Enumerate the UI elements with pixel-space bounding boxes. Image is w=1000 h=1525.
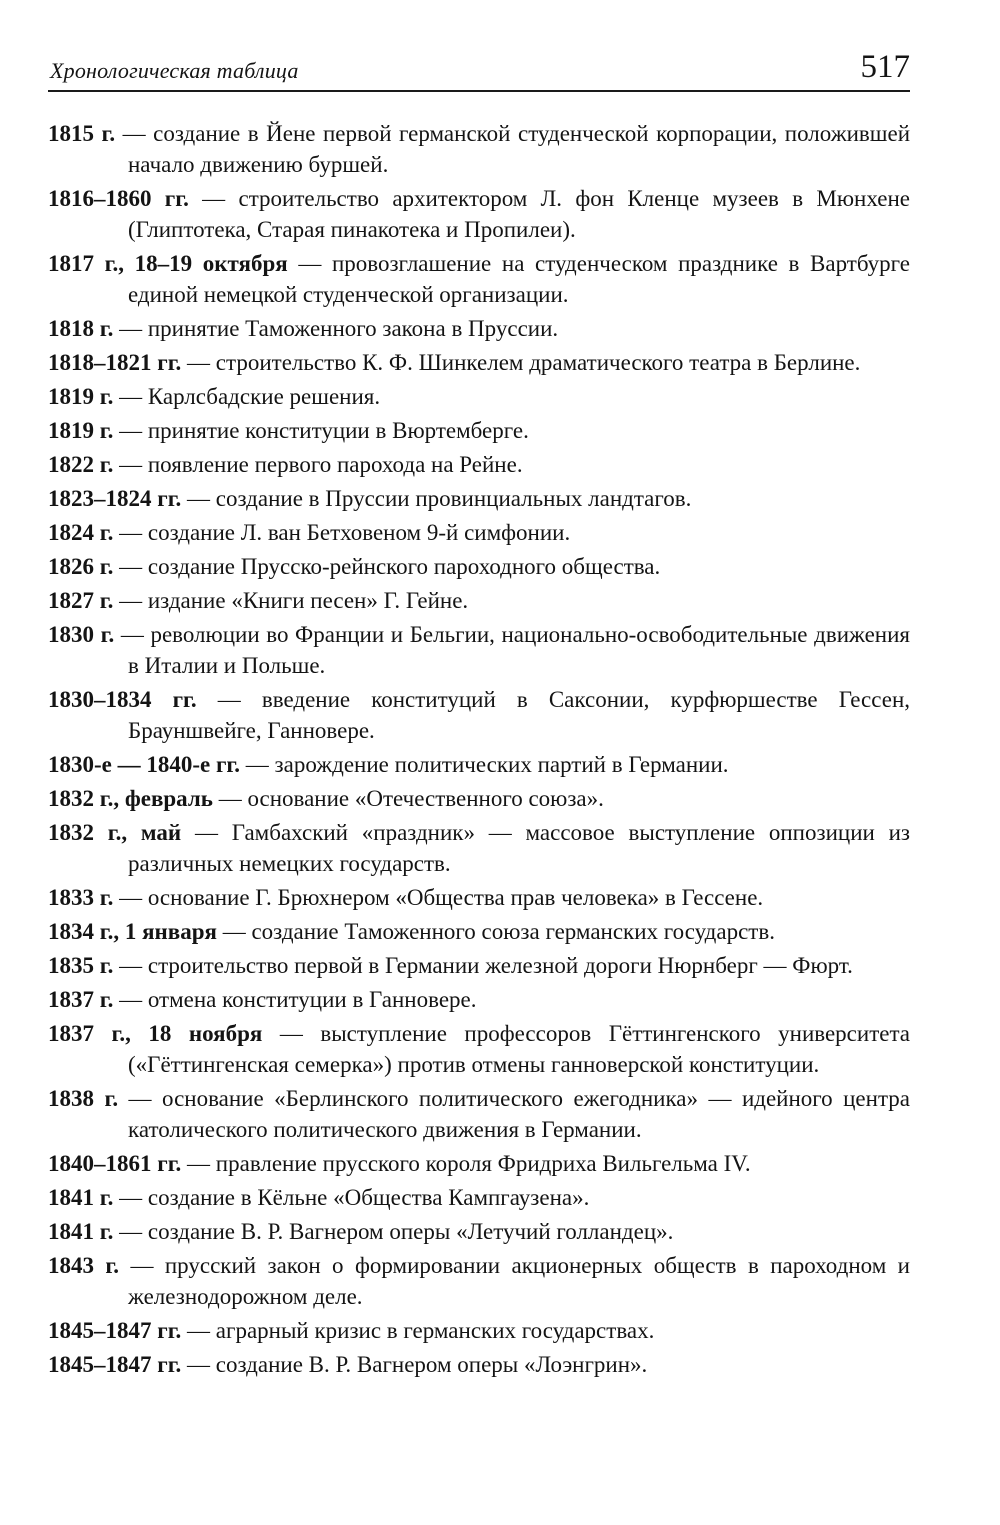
entry-text: — издание «Книги песен» Г. Гейне. — [113, 588, 469, 613]
entry-text: — создание В. Р. Вагнером оперы «Лоэнгрин». — [181, 1352, 648, 1377]
entry-text: — основание «Берлинского политического ежегодника» — идейного центра католического политического движения в Германии. — [118, 1086, 910, 1142]
entry-text: — основание «Отечественного союза». — [212, 786, 604, 811]
entry-date: 1824 г. — [48, 520, 114, 545]
entry-text: — правление прусского короля Фридриха Вильгельма IV. — [181, 1151, 751, 1176]
entry-text: — строительство первой в Германии железной дороги Нюрнберг — Фюрт. — [113, 953, 853, 978]
chronology-entry — [48, 1315, 910, 1346]
chronology-entry — [48, 749, 910, 780]
entry-text: — принятие конституции в Вюртемберге. — [113, 418, 529, 443]
entry-text: — создание Прусско-рейнского пароходного общества. — [113, 554, 661, 579]
entry-text: — основание Г. Брюхнером «Общества прав человека» в Гессене. — [113, 885, 764, 910]
entry-date: 1837 г., 18 ноября — [48, 1021, 263, 1046]
entry-date: 1830–1834 гг. — [48, 687, 197, 712]
entry-text: — прусский закон о формировании акционерных обществ в пароходном и железнодорожном деле. — [119, 1253, 910, 1309]
entry-date: 1827 г. — [48, 588, 114, 613]
chronology-entry — [48, 118, 910, 180]
chronology-entry — [48, 347, 910, 378]
chronology-entry — [48, 551, 910, 582]
page-number: 517 — [860, 49, 910, 85]
chronology-entry — [48, 882, 910, 913]
running-title: Хронологическая таблица — [50, 58, 299, 83]
chronology-entry — [48, 1216, 910, 1247]
entry-date: 1834 г., 1 января — [48, 919, 217, 944]
chronology-entry — [48, 916, 910, 947]
entry-date: 1818 г. — [48, 316, 114, 341]
chronology-entry — [48, 817, 910, 879]
chronology-entry — [48, 517, 910, 548]
entry-text: — революции во Франции и Бельгии, национально-освободительные движения в Италии и Польше. — [114, 622, 910, 678]
entry-text: — создание В. Р. Вагнером оперы «Летучий голландец». — [113, 1219, 674, 1244]
chronology-entry — [48, 984, 910, 1015]
entry-date: 1819 г. — [48, 418, 114, 443]
chronology-entry — [48, 1349, 910, 1380]
entry-text: — зарождение политических партий в Германии. — [240, 752, 729, 777]
chronology-entry — [48, 483, 910, 514]
entry-text: — создание Л. ван Бетховеном 9-й симфонии. — [113, 520, 571, 545]
chronology-entry — [48, 1182, 910, 1213]
entry-date: 1819 г. — [48, 384, 114, 409]
entry-date: 1838 г. — [48, 1086, 119, 1111]
entry-text: — введение конституций в Саксонии, курфюршестве Гессен, Брауншвейге, Ганновере. — [128, 687, 910, 743]
entry-date: 1830-е — 1840-е гг. — [48, 752, 241, 777]
entry-text: — провозглашение на студенческом празднике в Вартбурге единой немецкой студенческой организации. — [128, 251, 910, 307]
entry-date: 1845–1847 гг. — [48, 1318, 182, 1343]
entry-text: — Гамбахский «праздник» — массовое выступление оппозиции из различных немецких государств. — [128, 820, 910, 876]
entry-date: 1841 г. — [48, 1185, 114, 1210]
entry-date: 1816–1860 гг. — [48, 186, 189, 211]
entry-date: 1832 г., февраль — [48, 786, 213, 811]
entry-date: 1832 г., май — [48, 820, 182, 845]
chronology-entry — [48, 619, 910, 681]
entry-date: 1840–1861 гг. — [48, 1151, 182, 1176]
chronology-entry — [48, 1018, 910, 1080]
chronology-entry — [48, 313, 910, 344]
entry-text: — создание в Кёльне «Общества Кампгаузена». — [113, 1185, 590, 1210]
entry-text: — строительство К. Ф. Шинкелем драматического театра в Берлине. — [181, 350, 861, 375]
chronology-entry — [48, 1083, 910, 1145]
chronology-entry — [48, 415, 910, 446]
entry-date: 1833 г. — [48, 885, 114, 910]
chronology-entry — [48, 449, 910, 480]
chronology-entry — [48, 1148, 910, 1179]
running-header — [48, 0, 910, 92]
entry-date: 1837 г. — [48, 987, 114, 1012]
entry-date: 1815 г. — [48, 121, 116, 146]
chronology-entry — [48, 684, 910, 746]
chronology-entry — [48, 183, 910, 245]
entry-date: 1845–1847 гг. — [48, 1352, 182, 1377]
chronology-entry — [48, 1250, 910, 1312]
entry-date: 1826 г. — [48, 554, 114, 579]
entry-date: 1830 г. — [48, 622, 115, 647]
chronology-entry — [48, 381, 910, 412]
entry-text: — принятие Таможенного закона в Пруссии. — [113, 316, 559, 341]
entry-date: 1843 г. — [48, 1253, 120, 1278]
entry-text: — появление первого парохода на Рейне. — [113, 452, 523, 477]
entry-date: 1823–1824 гг. — [48, 486, 182, 511]
entry-text: — создание в Пруссии провинциальных ландтагов. — [181, 486, 692, 511]
chronology-entry — [48, 585, 910, 616]
entry-date: 1841 г. — [48, 1219, 114, 1244]
entry-text: — строительство архитектором Л. фон Кленце музеев в Мюнхене (Глиптотека, Старая пинакотека и Пропилеи). — [128, 186, 910, 242]
entry-text: — Карлсбадские решения. — [113, 384, 381, 409]
entry-text: — создание Таможенного союза германских государств. — [216, 919, 775, 944]
entry-text: — создание в Йене первой германской студенческой корпорации, положившей начало движению буршей. — [115, 121, 911, 177]
chronology-list — [48, 118, 910, 1380]
chronology-entry — [48, 950, 910, 981]
entry-text: — отмена конституции в Ганновере. — [113, 987, 477, 1012]
entry-date: 1835 г. — [48, 953, 114, 978]
entry-text: — выступление профессоров Гёттингенского университета («Гёттингенская семерка») против отмены ганноверской конституции. — [128, 1021, 910, 1077]
entry-date: 1817 г., 18–19 октября — [48, 251, 288, 276]
chronology-entry — [48, 783, 910, 814]
chronology-entry — [48, 248, 910, 310]
entry-text: — аграрный кризис в германских государствах. — [181, 1318, 655, 1343]
entry-date: 1818–1821 гг. — [48, 350, 182, 375]
entry-date: 1822 г. — [48, 452, 114, 477]
